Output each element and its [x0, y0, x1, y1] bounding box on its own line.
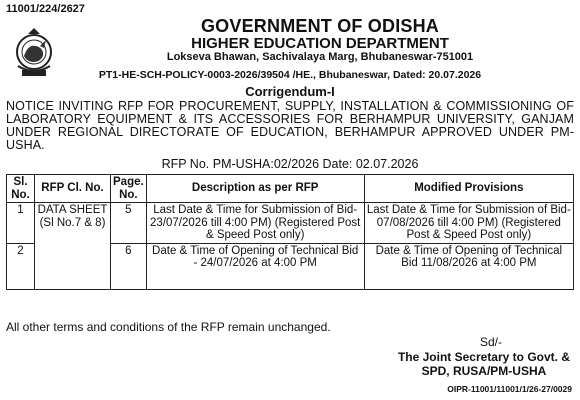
header-description: Description as per RFP	[146, 175, 364, 203]
cell-modified: Date & Time of Opening of Technical Bid 11/08/2026 at 4:00 PM	[364, 243, 573, 289]
notice-text: NOTICE INVITING RFP FOR PROCUREMENT, SUPPLY, INSTALLATION & COMMISSIONING OF LABORATORY EQUIPMENT & ITS ACCESSORIES FOR BERHAMPUR UNIVERSITY, GANJAM UNDER REGIONAL DIRECTORATE OF EDUCATION, BERHAMPUR APPROVED UNDER PM-USHA.	[6, 99, 574, 152]
table-row	[7, 203, 574, 244]
corrigendum-title: Corrigendum-I	[245, 84, 335, 99]
signatory-line-1: The Joint Secretary to Govt. &	[397, 350, 570, 364]
cell-modified: Last Date & Time for Submission of Bid- 07/08/2026 till 4:00 PM) (Registered Post & Speed Post only)	[364, 203, 573, 244]
rfp-number: RFP No. PM-USHA:02/2026 Date: 02.07.2026	[161, 157, 419, 171]
cell-page: 5	[111, 203, 147, 244]
cell-description: Last Date & Time for Submission of Bid- 23/07/2026 till 4:00 PM) (Registered Post & Speed Post only)	[146, 203, 364, 244]
address: Lokseva Bhawan, Sachivalaya Marg, Bhubaneswar-751001	[166, 50, 474, 63]
table-header-row	[7, 175, 574, 203]
reference-number: 11001/224/2627	[6, 3, 85, 15]
government-title: GOVERNMENT OF ODISHA	[200, 16, 439, 36]
signature-sd: Sd/-	[480, 335, 503, 349]
header-modified: Modified Provisions	[364, 175, 573, 203]
terms-text: All other terms and conditions of the RFP remain unchanged.	[6, 320, 331, 334]
header	[60, 17, 580, 63]
signatory	[398, 350, 570, 378]
signatory-line-2: SPD, RUSA/PM-USHA	[421, 364, 547, 378]
letter-number: PT1-HE-SCH-POLICY-0003-2026/39504 /HE., Bhubaneswar, Dated: 20.07.2026	[98, 69, 482, 81]
department-title: HIGHER EDUCATION DEPARTMENT	[191, 34, 449, 52]
cell-sl: 1	[7, 203, 35, 244]
cell-clause: DATA SHEET (Sl No.7 & 8)	[35, 203, 111, 290]
cell-sl: 2	[7, 243, 35, 289]
header-page: Page. No.	[111, 175, 147, 203]
cell-page: 6	[111, 243, 147, 289]
cell-description: Date & Time of Opening of Technical Bid - 24/07/2026 at 4:00 PM	[146, 243, 364, 289]
header-sl: Sl. No.	[7, 175, 35, 203]
oipr-code: OIPR-11001/11001/1/26-27/0029	[447, 384, 572, 394]
header-clause: RFP Cl. No.	[35, 175, 111, 203]
corrigendum-table	[6, 174, 574, 290]
